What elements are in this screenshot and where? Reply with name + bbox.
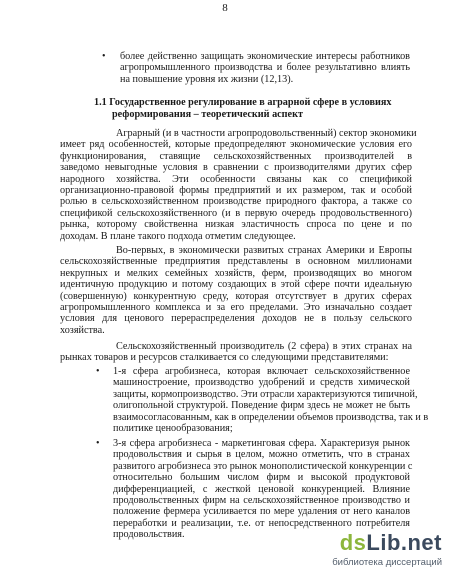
text-line: условия для ценового перераспределения доходов не в пользу сельского — [60, 313, 412, 325]
text-line: Во-первых, в экономически развитых странах Америки и Европы — [116, 245, 412, 256]
text-line: некрупных и мелких семейных хозяйств, ферм, производящих во многом — [60, 267, 412, 279]
text-line: Аграрный (и в частности агропродовольственный) сектор экономики — [116, 128, 417, 139]
text-line: хозяйства. — [60, 324, 105, 336]
heading-line: реформирования – теоретический аспект — [112, 109, 303, 120]
text-line: продовольственных фирм на сельскохозяйственное производство и — [113, 495, 410, 507]
list-bullet-marker: • — [96, 366, 100, 377]
heading-line: 1.1 Государственное регулирование в аграрной сфере в условиях — [94, 97, 392, 108]
list-item-1 — [113, 366, 429, 435]
text-line: доходам. В плане такого подхода отметим следующее. — [60, 230, 296, 242]
text-line: (совершенную) конкурентную среду, которая отсутствует в других сферах — [60, 290, 412, 302]
paragraph-3 — [60, 341, 412, 364]
watermark-logo-lib: Lib.net — [366, 530, 442, 555]
text-line: 3-я сфера агробизнеса - маркетинговая сфера. Характеризуя рынок — [113, 438, 410, 449]
dslib-watermark — [312, 530, 442, 576]
text-line: сельскохозяйственные предприятия представлены в основном миллионами — [60, 256, 412, 268]
text-line: заведомо невыгодные условия в сравнении с производителями других сфер — [60, 162, 412, 174]
paragraph-2 — [60, 245, 412, 336]
list-item-2 — [113, 438, 413, 541]
text-line: политике ценообразования; — [113, 423, 233, 435]
intro-bullet-text — [120, 51, 410, 85]
watermark-logo — [340, 530, 442, 556]
text-line: рынках товаров и ресурсов сталкивается со следующими представителями: — [60, 352, 389, 364]
text-line: относительно большим числом фирм и высокой продуктовой — [113, 472, 410, 484]
page-number: 8 — [222, 2, 228, 14]
text-line: функционирования, ставящие сельскохозяйственных производителей в — [60, 150, 412, 162]
text-line: 1-я сфера агробизнеса, которая включает сельскохозяйственное — [113, 366, 410, 377]
text-line: агропромышленного производства и более результативно влиять — [120, 62, 410, 74]
text-line: более действенно защищать экономические интересы работников — [120, 51, 410, 62]
text-line: взаимосогласованным, как в определении объемов производства, так и в — [113, 411, 429, 423]
text-line: агропромышленного комплекса и за его пределами. Это изначально создает — [60, 302, 412, 314]
list-bullet-marker: • — [96, 438, 100, 449]
text-line: защиты, кормопроизводство. Эти отрасли характеризуются типичной, — [113, 388, 418, 400]
text-line: Сельскохозяйственный производитель (2 сфера) в этих странах на — [116, 341, 412, 352]
text-line: машиностроение, производство удобрений и средств химической — [113, 377, 410, 389]
text-line: спецификой сельскохозяйственного (и в первую очередь продовольственного) — [60, 207, 412, 219]
text-line: идентичную продукцию и потому создающих в этой сфере почти идеальную — [60, 279, 412, 291]
paragraph-1 — [60, 128, 417, 242]
text-line: организационно-правовой формы предприятий и их размером, так и особой — [60, 185, 412, 197]
section-heading — [94, 97, 414, 121]
text-line: рынка, которому свойственна низкая эластичность спроса по цене и по — [60, 219, 412, 231]
watermark-subtitle: библиотека диссертаций — [332, 557, 442, 568]
text-line: на повышение уровня их жизни (12,13). — [120, 73, 294, 85]
text-line: ролью в сельскохозяйственном производстве природного фактора, а также со — [60, 196, 412, 208]
text-line: переработки и реализации, т.е. от непосредственного потребителя — [113, 517, 410, 529]
text-line: народного хозяйства. Эти особенности связаны как со спецификой — [60, 173, 412, 185]
text-line: продовольствия и сырья в целом, можно отметить, что в странах — [113, 449, 410, 461]
text-line: олигопольной структурой. Поведение фирм здесь не может не быть — [113, 400, 410, 412]
text-line: продовольствия. — [113, 529, 185, 541]
text-line: имеет ряд особенностей, которые предопределяют экономические условия его — [60, 139, 412, 151]
text-line: развитого агробизнеса это рынок монополистической конкуренции с — [113, 460, 413, 472]
text-line: положение фермера усиливается по мере удаления от него каналов — [113, 506, 410, 518]
intro-bullet-marker: • — [102, 51, 106, 62]
watermark-logo-ds: ds — [339, 530, 367, 555]
text-line: дифференциацией, с жесткой ценовой конкуренцией. Влияние — [113, 483, 410, 495]
